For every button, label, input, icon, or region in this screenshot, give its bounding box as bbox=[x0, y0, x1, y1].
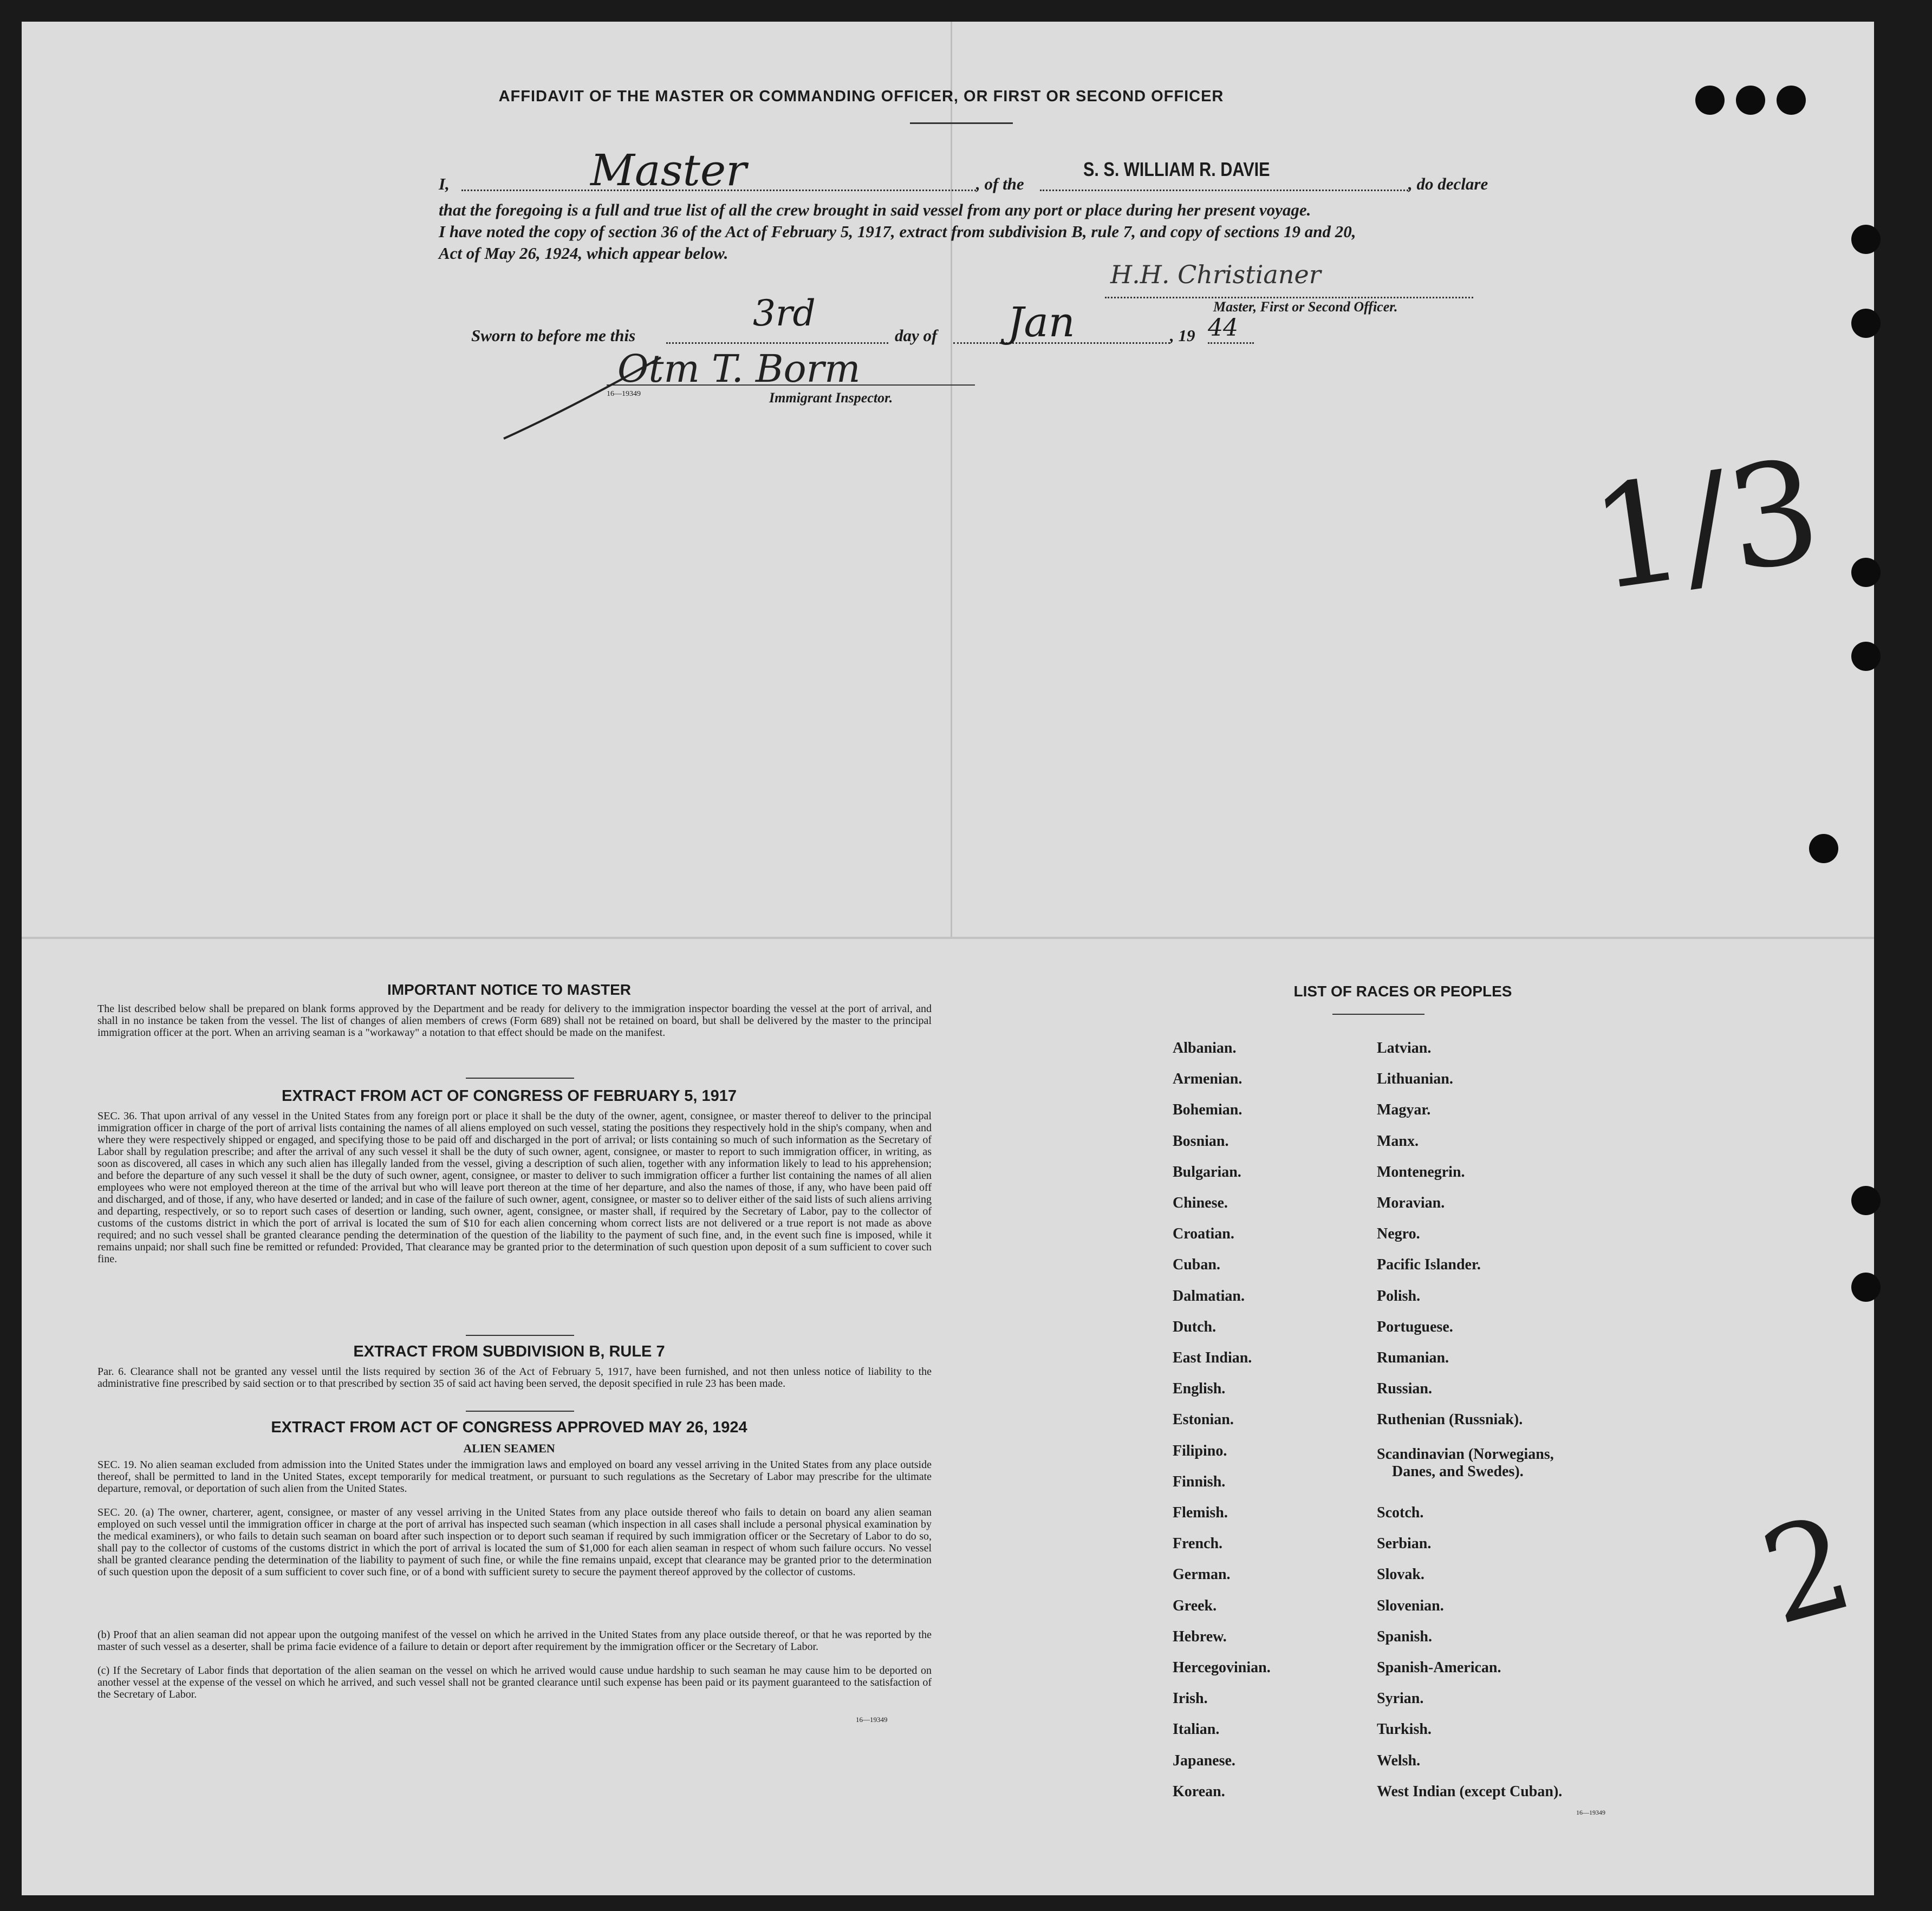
race-item: Lithuanian. bbox=[1377, 1071, 1453, 1088]
do-declare-label: , do declare bbox=[1408, 174, 1488, 193]
race-item: Rumanian. bbox=[1377, 1349, 1449, 1366]
race-item: Spanish. bbox=[1377, 1628, 1432, 1645]
punch-hole-icon bbox=[1851, 309, 1881, 338]
officer-signature-line bbox=[1105, 297, 1473, 298]
signature-flourish bbox=[498, 347, 672, 444]
race-item: Pacific Islander. bbox=[1377, 1256, 1481, 1274]
of-the-label: , of the bbox=[976, 174, 1024, 193]
race-item: Hercegovinian. bbox=[1173, 1659, 1271, 1676]
sec-20a: SEC. 20. (a) The owner, charterer, agent, consignee, or master of any vessel arriving in the United States from any place outside thereof who fails to detain on board any alien seaman employed on such vessel until the immigration officer in charge at the port of arrival has inspected such seaman (which inspection in all cases shall include a personal physical examination by the medical examiners), or who fails to detain such seaman on board after such inspection or to deport such seaman if required by such immigration officer or the Secretary of Labor to do so, shall pay to the collector of customs of the customs district in which the port of arrival is located the sum of $1,000 for each alien seaman in respect of whom such failure occurs. No vessel shall be granted clearance pending the determination of the liability to payment of such fine, or while the fine remains unpaid, except that clearance may be granted prior to the determination of such question upon the deposit of a sum sufficient to cover such fine, or of a bond with sufficient surety to secure the payment thereof approved by the collector of customs. bbox=[97, 1506, 932, 1578]
affidavit-line-3: I have noted the copy of section 36 of the Act of February 5, 1917, extract from subdivision B, rule 7, and copy of sections 19 and 20, bbox=[439, 222, 1356, 241]
race-item: Montenegrin. bbox=[1377, 1163, 1465, 1180]
section-rule bbox=[466, 1411, 574, 1412]
inspector-signature: Otm T. Borm bbox=[617, 347, 861, 391]
race-item: Dalmatian. bbox=[1173, 1287, 1245, 1305]
race-item: Hebrew. bbox=[1173, 1628, 1227, 1645]
handwritten-name: Master bbox=[590, 145, 747, 195]
officer-signature: H.H. Christianer bbox=[1110, 260, 1321, 289]
race-item: Spanish-American. bbox=[1377, 1659, 1501, 1676]
race-item: French. bbox=[1173, 1535, 1223, 1553]
race-item: Japanese. bbox=[1173, 1752, 1235, 1769]
affidavit-title: AFFIDAVIT OF THE MASTER OR COMMANDING OFFICER, OR FIRST OR SECOND OFFICER bbox=[498, 88, 1224, 105]
extract-rule7-title: EXTRACT FROM SUBDIVISION B, RULE 7 bbox=[353, 1343, 665, 1360]
race-item: German. bbox=[1173, 1566, 1231, 1583]
sec-20c: (c) If the Secretary of Labor finds that deportation of the alien seaman on the vessel on which he arrived would cause undue hardship to such seaman he may cause him to be deported on another vessel at the expense of the vessel on which he arrived, and such vessel shall not be granted clearance until such expense has been paid or its payment guaranteed to the satisfaction of the Secretary of Labor. bbox=[97, 1665, 932, 1700]
document-sheet bbox=[22, 22, 1874, 1895]
race-item: East Indian. bbox=[1173, 1349, 1252, 1366]
punch-hole-icon bbox=[1695, 86, 1725, 115]
race-item: Filipino. bbox=[1173, 1442, 1227, 1459]
extract-1924-title: EXTRACT FROM ACT OF CONGRESS APPROVED MAY 26, 1924 bbox=[271, 1419, 747, 1436]
extract-1924-subtitle: ALIEN SEAMEN bbox=[463, 1442, 555, 1455]
year-dotted-line bbox=[1208, 342, 1254, 344]
affidavit-line-2: that the foregoing is a full and true list of all the crew brought in said vessel from any port or place during her present voyage. bbox=[439, 200, 1311, 219]
race-item: Estonian. bbox=[1173, 1411, 1234, 1429]
race-item: Bulgarian. bbox=[1173, 1163, 1241, 1180]
year-prefix: , 19 bbox=[1170, 326, 1195, 345]
races-title: LIST OF RACES OR PEOPLES bbox=[1293, 983, 1512, 1000]
race-item: Turkish. bbox=[1377, 1721, 1432, 1738]
extract-1917-title: EXTRACT FROM ACT OF CONGRESS OF FEBRUARY 5, 1917 bbox=[281, 1087, 737, 1105]
race-item: Slovak. bbox=[1377, 1566, 1424, 1583]
race-item: Syrian. bbox=[1377, 1690, 1424, 1707]
race-item: Chinese. bbox=[1173, 1195, 1228, 1211]
race-item: Manx. bbox=[1377, 1132, 1419, 1150]
race-item: Russian. bbox=[1377, 1380, 1432, 1398]
race-item: Croatian. bbox=[1173, 1225, 1234, 1243]
fold-crease-vertical bbox=[951, 22, 952, 937]
notice-title: IMPORTANT NOTICE TO MASTER bbox=[387, 981, 632, 998]
races-form-number: 16—19349 bbox=[1576, 1809, 1605, 1816]
race-item: Bohemian. bbox=[1173, 1101, 1243, 1119]
affidavit-form-number: 16—19349 bbox=[607, 390, 641, 398]
race-item: Magyar. bbox=[1377, 1101, 1431, 1119]
race-item: Danes, and Swedes). bbox=[1392, 1463, 1524, 1480]
race-item: Scotch. bbox=[1377, 1504, 1424, 1521]
punch-hole-icon bbox=[1851, 558, 1881, 587]
day-dotted-line bbox=[666, 342, 888, 344]
affidavit-line-4: Act of May 26, 1924, which appear below. bbox=[439, 244, 728, 263]
day-of-label: day of bbox=[895, 326, 938, 345]
inspector-caption: Immigrant Inspector. bbox=[769, 390, 893, 406]
race-item: Bosnian. bbox=[1173, 1132, 1229, 1150]
punch-hole-icon bbox=[1736, 86, 1765, 115]
punch-hole-icon bbox=[1851, 642, 1881, 671]
race-item: Negro. bbox=[1377, 1225, 1420, 1243]
sec-19: SEC. 19. No alien seaman excluded from admission into the United States under the immigration laws and employed on board any vessel arriving in the United States from any place outside thereof, shall be permitted to land in the United States, except temporarily for medical treatment, or pursuant to such regulations as the Secretary of Labor may prescribe for the ultimate departure, removal, or deportation of such alien from the United States. bbox=[97, 1459, 932, 1495]
race-item: Polish. bbox=[1377, 1287, 1421, 1305]
vessel-name: S. S. WILLIAM R. DAVIE bbox=[1083, 158, 1270, 180]
race-item: Greek. bbox=[1173, 1597, 1217, 1614]
fold-crease-horizontal bbox=[22, 937, 1874, 939]
race-item: Flemish. bbox=[1173, 1504, 1228, 1521]
race-item: Dutch. bbox=[1173, 1318, 1217, 1335]
notice-body: The list described below shall be prepared on blank forms approved by the Department and be ready for delivery to the immigration inspector boarding the vessel at the port of arrival, and shall in no instance be taken from the vessel. The list of changes of alien members of crews (Form 689) shall not be retained on board, but shall be delivered by the master to the principal immigration officer at the port. When an arriving seaman is a "workaway" a notation to that effect should be made on the manifest. bbox=[97, 1003, 932, 1039]
race-item: Scandinavian (Norwegians, bbox=[1377, 1445, 1554, 1463]
race-item: English. bbox=[1173, 1380, 1226, 1398]
race-item: Latvian. bbox=[1377, 1040, 1432, 1056]
races-rule bbox=[1332, 1014, 1424, 1015]
i-label: I, bbox=[439, 174, 450, 193]
race-item: Armenian. bbox=[1173, 1071, 1243, 1088]
title-rule bbox=[910, 122, 1013, 124]
handwritten-month: Jan bbox=[1007, 298, 1075, 346]
punch-hole-icon bbox=[1851, 1186, 1881, 1215]
handwritten-day: 3rd bbox=[753, 292, 816, 334]
punch-hole-icon bbox=[1851, 1273, 1881, 1302]
extract-form-number: 16—19349 bbox=[856, 1716, 888, 1724]
race-item: Serbian. bbox=[1377, 1535, 1432, 1553]
extract-1917-body: SEC. 36. That upon arrival of any vessel in the United States from any foreign port or place it shall be the duty of the owner, agent, consignee, or master thereof to deliver to the principal immigration officer in charge of the port of arrival lists containing the names of all aliens employed on such vessel, stating the positions they respectively hold in the ship's company, when and where they were respectively shipped or engaged, and specifying those to be paid off and discharged in the port of arrival; or lists containing so much of such information as the Secretary of Labor shall by regulation prescribe; and after the arrival of any such vessel it shall be the duty of such owner, agent, consignee, or master to report to such immigration officer, in writing, as soon as discovered, all cases in which any such alien has illegally landed from the vessel, giving a description of such alien, together with any information likely to lead to his apprehension; and before the departure of any such vessel it shall be the duty of such owner, agent, consignee, or master to deliver to such immigration officer a further list containing the names of all alien employees who were not employed thereon at the time of the arrival but who will leave port thereon at the time of her departure, and also the names of those, if any, who have been paid off and discharged, and of those, if any, who have deserted or landed; and in case of the failure of such owner, agent, consignee, or master so to deliver either of the said lists of such aliens arriving and departing, respectively, or so to report such cases of desertion or landing, such owner, agent, consignee, or master shall, if required by the Secretary of Labor, pay to the collector of customs of the customs district in which the port of arrival is located the sum of $10 for each alien concerning whom correct lists are not delivered or a true report is not made as above required; and no such vessel shall be granted clearance pending the determination of the question of the liability to the payment of such fine, and, in the event such fine is imposed, while it remains unpaid; nor shall such fine be remitted or refunded: Provided, That clearance may be granted prior to the determination of such question upon deposit of a sum sufficient to cover such fine. bbox=[97, 1110, 932, 1265]
second-mark: 2 bbox=[1747, 1486, 1867, 1654]
race-item: Welsh. bbox=[1377, 1752, 1421, 1769]
race-item: Irish. bbox=[1173, 1690, 1208, 1707]
race-item: Slovenian. bbox=[1377, 1597, 1444, 1614]
race-item: Moravian. bbox=[1377, 1195, 1445, 1211]
race-item: Finnish. bbox=[1173, 1473, 1226, 1490]
section-rule bbox=[466, 1078, 574, 1079]
race-item: West Indian (except Cuban). bbox=[1377, 1783, 1563, 1800]
extract-rule7-body: Par. 6. Clearance shall not be granted any vessel until the lists required by section 36 of the Act of February 5, 1917, have been furnished, and not then unless notice of liability to the administrative fine prescribed by said section or to that prescribed by section 35 of said act having been served, the deposit specified in rule 23 has been made. bbox=[97, 1366, 932, 1390]
sec-20b: (b) Proof that an alien seaman did not appear upon the outgoing manifest of the vessel on which he arrived in the United States from any place outside thereof, or that he was reported by the master of such vessel as a deserter, shall be prima facie evidence of a failure to detain or deport after requirement by the immigration officer or the Secretary of Labor. bbox=[97, 1629, 932, 1653]
race-item: Cuban. bbox=[1173, 1256, 1220, 1274]
race-item: Korean. bbox=[1173, 1783, 1225, 1800]
race-item: Albanian. bbox=[1173, 1040, 1237, 1056]
punch-hole-icon bbox=[1809, 834, 1838, 863]
race-item: Italian. bbox=[1173, 1721, 1220, 1738]
officer-caption: Master, First or Second Officer. bbox=[1213, 299, 1398, 315]
fraction-mark: 1/3 bbox=[1582, 429, 1830, 623]
section-rule bbox=[466, 1335, 574, 1336]
race-item: Portuguese. bbox=[1377, 1318, 1453, 1335]
punch-hole-icon bbox=[1777, 86, 1806, 115]
vessel-dotted-line bbox=[1040, 190, 1408, 191]
punch-hole-icon bbox=[1851, 225, 1881, 254]
race-item: Ruthenian (Russniak). bbox=[1377, 1411, 1523, 1429]
sworn-label: Sworn to before me this bbox=[471, 326, 636, 345]
handwritten-year: 44 bbox=[1208, 314, 1238, 342]
